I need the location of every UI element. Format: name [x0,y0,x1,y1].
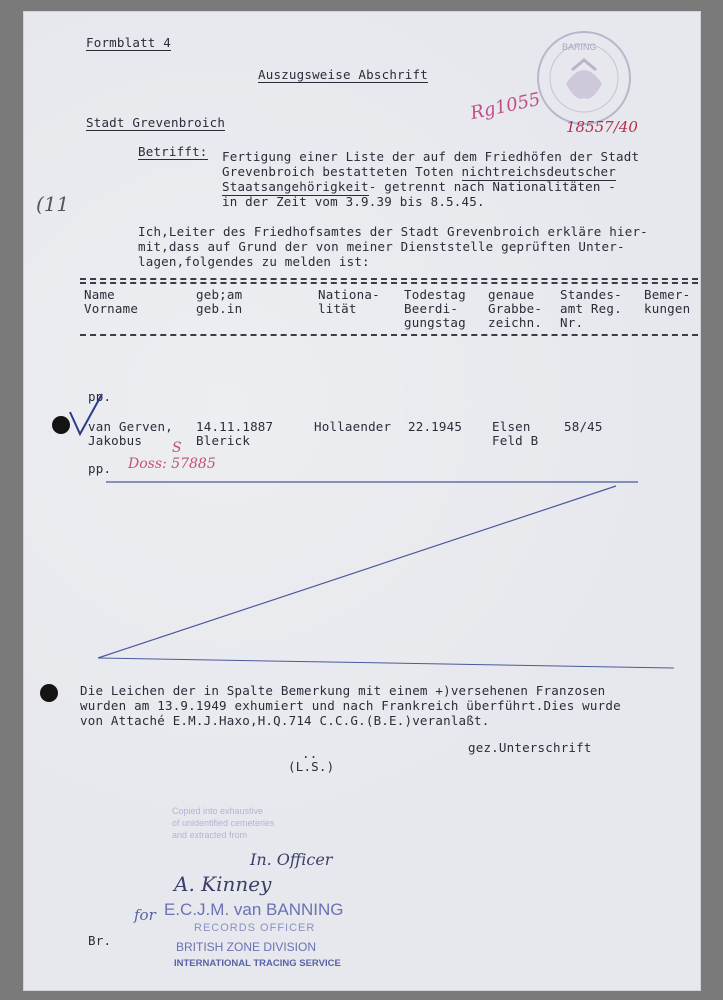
seal-dots: .. [302,746,318,761]
handwritten-s-mark: S [172,440,182,456]
column-header-nationality: Nationa- lität [318,287,380,316]
form-label: Formblatt 4 [86,35,171,50]
handwritten-number: 18557/40 [566,118,638,136]
stamp-officer-role: RECORDS OFFICER [194,922,316,934]
subject-line-4: in der Zeit vom 3.9.39 bis 8.5.45. [222,194,485,209]
faded-stamp-line-3: and extracted from [172,830,248,840]
stamp-officer-name: E.C.J.M. van BANNING [164,900,344,919]
stamp-service: INTERNATIONAL TRACING SERVICE [174,958,341,969]
br-mark: Br. [88,933,112,948]
intro-line-1: Ich,Leiter des Friedhofsamtes der Stadt Grevenbroich erkläre hier- [138,224,648,239]
pp-mark-bottom: pp. [88,461,112,476]
entry-death: 22.1945 [408,419,463,434]
city-heading: Stadt Grevenbroich [86,115,226,130]
entry-grave: Elsen Feld B [492,419,539,448]
column-header-death: Todestag Beerdi- gungstag [404,287,466,330]
strike-out-lines [24,12,700,712]
entry-name: van Gerven, Jakobus [88,419,173,448]
footer-line-1: Die Leichen der in Spalte Bemerkung mit einem +)versehenen Franzosen [80,683,606,698]
column-header-remarks: Bemer- kungen [644,287,691,316]
signature-note: gez.Unterschrift [468,740,592,755]
intro-line-2: mit,dass auf Grund der von meiner Dienststelle geprüften Unter- [138,239,625,254]
subject-line-1: Fertigung einer Liste der auf dem Friedhöfen der Stadt [222,149,640,164]
column-header-grave: genaue Grabbe- zeichn. [488,287,543,330]
handwritten-dossier: Doss: 57885 [128,456,216,472]
stamp-for: for [134,906,156,924]
faded-stamp-line-2: of unidentified cemeteries [172,818,275,828]
handwritten-title: In. Officer [250,850,333,869]
faded-stamp-line-1: Copied into exhaustive [172,806,264,816]
stamp-division: BRITISH ZONE DIVISION [176,940,317,954]
entry-birth: 14.11.1887 Blerick [196,419,274,448]
document-title: Auszugsweise Abschrift [258,67,428,82]
entry-nationality: Hollaender [314,419,392,434]
round-stamp-text: BARING [562,42,597,52]
punch-hole-bottom [40,684,58,702]
pp-mark-top: pp. [88,389,112,404]
document-page [24,12,700,990]
column-header-birth: geb;am geb.in [196,287,243,316]
column-header-name: Name Vorname [84,287,139,316]
seal-placeholder: (L.S.) [288,759,335,774]
column-header-registry: Standes- amt Reg. Nr. [560,287,622,330]
margin-mark: (11 [36,192,70,216]
subject-line-3: Staatsangehörigkeit- getrennt nach Nationalitäten - [222,179,617,194]
signature: A. Kinney [174,872,272,896]
handwritten-reference: Rg1055 [468,88,543,125]
intro-line-3: lagen,folgendes zu melden ist: [138,254,370,269]
subject-line-2: Grevenbroich bestatteten Toten nichtreichsdeutscher [222,164,617,179]
footer-line-3: von Attaché E.M.J.Haxo,H.Q.714 C.C.G.(B.E.)veranlaßt. [80,713,490,728]
subject-label: Betrifft: [138,144,208,159]
punch-hole-top [52,416,70,434]
entry-registry-number: 58/45 [564,419,603,434]
footer-line-2: wurden am 13.9.1949 exhumiert und nach Frankreich überführt.Dies wurde [80,698,621,713]
